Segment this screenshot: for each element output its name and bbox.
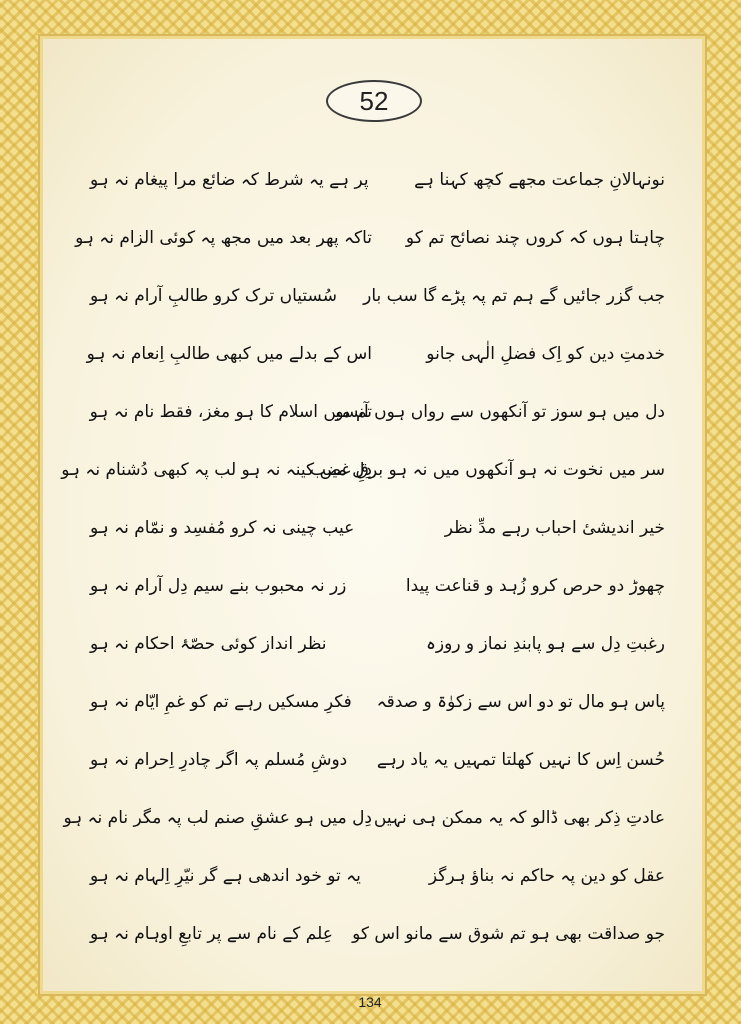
couplet <box>90 730 665 788</box>
couplet-first-line: دل میں ہو سوز تو آنکھوں سے رواں ہوں آنسو <box>335 401 665 422</box>
couplet-first-line: جو صداقت بھی ہو تم شوق سے مانو اس کو <box>352 923 665 944</box>
couplet-second-line: دِل میں ہو عشقِ صنم لب پہ مگر نام نہ ہو <box>63 807 372 828</box>
poem-number-oval <box>326 80 422 122</box>
couplet <box>90 846 665 904</box>
poem-body <box>61 150 665 962</box>
couplet-second-line: فکرِ مسکیں رہے تم کو غمِ ایّام نہ ہو <box>90 691 352 712</box>
couplet-first-line: حُسن اِس کا نہیں کھلتا تمہیں یہ یاد رہے <box>376 749 665 770</box>
couplet-first-line: رغبتِ دِل سے ہو پابندِ نماز و روزہ <box>425 633 665 654</box>
couplet-second-line: نظر انداز کوئی حصّۂ احکام نہ ہو <box>90 633 327 654</box>
couplet-first-line: پاس ہو مال تو دو اس سے زکوٰۃ و صدقہ <box>376 691 665 712</box>
couplet-first-line: سر میں نخوت نہ ہو آنکھوں میں نہ ہو برقِ غضب <box>310 459 665 480</box>
couplet-first-line: عقل کو دین پہ حاکم نہ بناؤ ہرگز <box>428 865 665 886</box>
couplet <box>90 904 665 962</box>
couplet-first-line: چاہتا ہوں کہ کروں چند نصائح تم کو <box>405 227 665 248</box>
couplet-first-line: خدمتِ دین کو اِک فضلِ الٰہی جانو <box>426 343 665 364</box>
couplet-second-line: یہ تو خود اندھی ہے گر نیّرِ اِلہام نہ ہو <box>90 865 361 886</box>
couplet <box>63 788 665 846</box>
couplet-first-line: جب گزر جائیں گے ہم تم پہ پڑے گا سب بار <box>363 285 665 306</box>
couplet <box>90 556 665 614</box>
couplet-second-line: عیب چینی نہ کرو مُفسِد و نمّام نہ ہو <box>90 517 355 538</box>
couplet <box>90 382 665 440</box>
couplet <box>61 440 665 498</box>
couplet-first-line: نونہالانِ جماعت مجھے کچھ کہنا ہے <box>414 169 665 190</box>
couplet-second-line: زر نہ محبوب بنے سیم دِل آرام نہ ہو <box>90 575 347 596</box>
page-footer-number: 134 <box>358 994 382 1010</box>
couplet-second-line: دوشِ مُسلم پہ اگر چادرِ اِحرام نہ ہو <box>90 749 348 770</box>
couplet-first-line: چھوڑ دو حرص کرو زُہد و قناعت پیدا <box>405 575 665 596</box>
couplet-second-line: سُستیاں ترک کرو طالبِ آرام نہ ہو <box>90 285 337 306</box>
couplet <box>86 324 665 382</box>
couplet-second-line: اس کے بدلے میں کبھی طالبِ اِنعام نہ ہو <box>86 343 372 364</box>
couplet <box>90 672 665 730</box>
couplet <box>90 498 665 556</box>
couplet-second-line: تم میں اسلام کا ہو مغز، فقط نام نہ ہو <box>89 401 372 422</box>
couplet <box>90 150 665 208</box>
couplet <box>90 266 665 324</box>
couplet-first-line: عادتِ ذِکر بھی ڈالو کہ یہ ممکن ہی نہیں <box>373 807 665 828</box>
couplet <box>75 208 665 266</box>
couplet-first-line: خیر اندیشیٔ احباب رہے مدِّ نظر <box>444 517 665 538</box>
couplet-second-line: تاکہ پھر بعد میں مجھ پہ کوئی الزام نہ ہو <box>75 227 372 248</box>
couplet-second-line: پر ہے یہ شرط کہ ضائع مرا پیغام نہ ہو <box>90 169 369 190</box>
poem-number: 52 <box>359 85 389 116</box>
couplet <box>90 614 665 672</box>
couplet-second-line: عِلم کے نام سے پر تابعِ اوہام نہ ہو <box>90 923 333 944</box>
couplet-second-line: دِل میں کینہ نہ ہو لب پہ کبھی دُشنام نہ ہو <box>61 459 372 480</box>
